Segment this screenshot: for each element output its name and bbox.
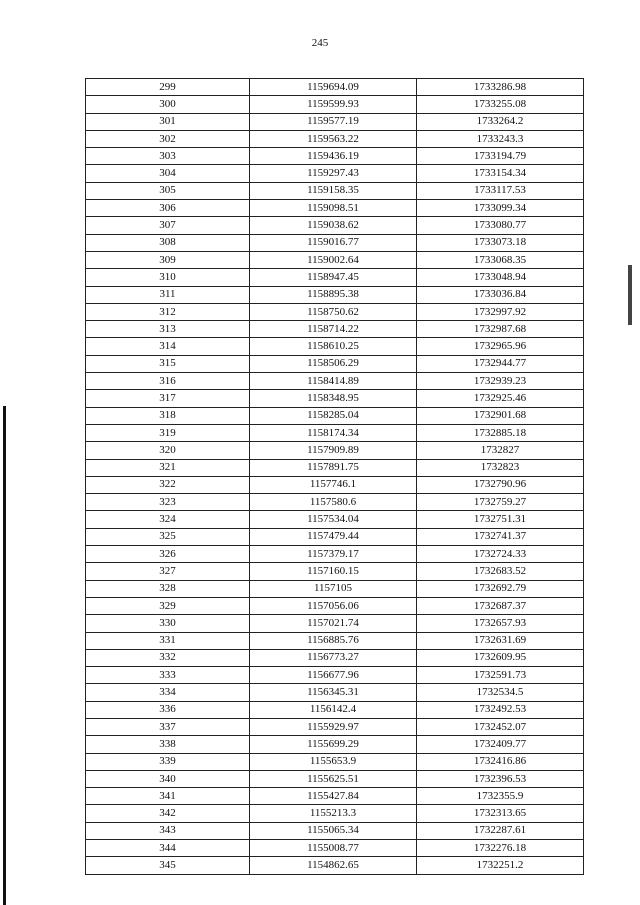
y-coordinate-cell: 1732355.9 [417, 788, 584, 805]
point-number-cell: 323 [86, 494, 250, 511]
point-number-cell: 320 [86, 442, 250, 459]
table-row [86, 390, 584, 407]
point-number-cell: 333 [86, 667, 250, 684]
y-coordinate-cell: 1733073.18 [417, 234, 584, 251]
binding-edge-mark [3, 406, 6, 905]
x-coordinate-cell: 1158414.89 [250, 373, 417, 390]
table-row [86, 148, 584, 165]
y-coordinate-cell: 1732609.95 [417, 649, 584, 666]
x-coordinate-cell: 1158947.45 [250, 269, 417, 286]
table-row [86, 805, 584, 822]
point-number-cell: 316 [86, 373, 250, 390]
point-number-cell: 336 [86, 701, 250, 718]
y-coordinate-cell: 1733264.2 [417, 113, 584, 130]
x-coordinate-cell: 1158348.95 [250, 390, 417, 407]
x-coordinate-cell: 1158506.29 [250, 355, 417, 372]
x-coordinate-cell: 1155065.34 [250, 822, 417, 839]
point-number-cell: 304 [86, 165, 250, 182]
table-row [86, 753, 584, 770]
x-coordinate-cell: 1158610.25 [250, 338, 417, 355]
table-row [86, 736, 584, 753]
y-coordinate-cell: 1732823 [417, 459, 584, 476]
x-coordinate-cell: 1159599.93 [250, 96, 417, 113]
point-number-cell: 345 [86, 857, 250, 874]
table-row [86, 321, 584, 338]
point-number-cell: 321 [86, 459, 250, 476]
y-coordinate-cell: 1733243.3 [417, 130, 584, 147]
point-number-cell: 319 [86, 424, 250, 441]
x-coordinate-cell: 1159002.64 [250, 251, 417, 268]
point-number-cell: 341 [86, 788, 250, 805]
table-row [86, 718, 584, 735]
table-row [86, 165, 584, 182]
table-row [86, 182, 584, 199]
point-number-cell: 328 [86, 580, 250, 597]
table-row [86, 649, 584, 666]
y-coordinate-cell: 1732987.68 [417, 321, 584, 338]
y-coordinate-cell: 1732534.5 [417, 684, 584, 701]
point-number-cell: 315 [86, 355, 250, 372]
point-number-cell: 305 [86, 182, 250, 199]
point-number-cell: 331 [86, 632, 250, 649]
x-coordinate-cell: 1157105 [250, 580, 417, 597]
y-coordinate-cell: 1733154.34 [417, 165, 584, 182]
x-coordinate-cell: 1156345.31 [250, 684, 417, 701]
x-coordinate-cell: 1159297.43 [250, 165, 417, 182]
x-coordinate-cell: 1159016.77 [250, 234, 417, 251]
point-number-cell: 339 [86, 753, 250, 770]
y-coordinate-cell: 1732276.18 [417, 840, 584, 857]
point-number-cell: 313 [86, 321, 250, 338]
point-number-cell: 299 [86, 79, 250, 96]
y-coordinate-cell: 1732251.2 [417, 857, 584, 874]
point-number-cell: 324 [86, 511, 250, 528]
y-coordinate-cell: 1732409.77 [417, 736, 584, 753]
y-coordinate-cell: 1732965.96 [417, 338, 584, 355]
table-row [86, 424, 584, 441]
point-number-cell: 318 [86, 407, 250, 424]
table-row [86, 563, 584, 580]
y-coordinate-cell: 1733099.34 [417, 200, 584, 217]
x-coordinate-cell: 1158174.34 [250, 424, 417, 441]
x-coordinate-cell: 1158714.22 [250, 321, 417, 338]
x-coordinate-cell: 1155008.77 [250, 840, 417, 857]
x-coordinate-cell: 1156885.76 [250, 632, 417, 649]
y-coordinate-cell: 1733194.79 [417, 148, 584, 165]
x-coordinate-cell: 1155213.3 [250, 805, 417, 822]
table-row [86, 632, 584, 649]
table-row [86, 546, 584, 563]
point-number-cell: 334 [86, 684, 250, 701]
point-number-cell: 327 [86, 563, 250, 580]
y-coordinate-cell: 1732313.65 [417, 805, 584, 822]
point-number-cell: 314 [86, 338, 250, 355]
y-coordinate-cell: 1732452.07 [417, 718, 584, 735]
table-row [86, 528, 584, 545]
x-coordinate-cell: 1155929.97 [250, 718, 417, 735]
x-coordinate-cell: 1157909.89 [250, 442, 417, 459]
point-number-cell: 337 [86, 718, 250, 735]
y-coordinate-cell: 1733255.08 [417, 96, 584, 113]
x-coordinate-cell: 1159436.19 [250, 148, 417, 165]
y-coordinate-cell: 1732741.37 [417, 528, 584, 545]
y-coordinate-cell: 1732944.77 [417, 355, 584, 372]
x-coordinate-cell: 1156677.96 [250, 667, 417, 684]
y-coordinate-cell: 1732724.33 [417, 546, 584, 563]
y-coordinate-cell: 1732759.27 [417, 494, 584, 511]
x-coordinate-cell: 1157379.17 [250, 546, 417, 563]
table-row [86, 459, 584, 476]
table-row [86, 286, 584, 303]
y-coordinate-cell: 1732790.96 [417, 476, 584, 493]
table-row [86, 79, 584, 96]
table-row [86, 770, 584, 787]
x-coordinate-cell: 1159563.22 [250, 130, 417, 147]
point-number-cell: 310 [86, 269, 250, 286]
x-coordinate-cell: 1159038.62 [250, 217, 417, 234]
point-number-cell: 326 [86, 546, 250, 563]
table-row [86, 217, 584, 234]
table-row [86, 251, 584, 268]
point-number-cell: 342 [86, 805, 250, 822]
x-coordinate-cell: 1157580.6 [250, 494, 417, 511]
y-coordinate-cell: 1732997.92 [417, 303, 584, 320]
scan-edge-mark [628, 265, 632, 325]
point-number-cell: 343 [86, 822, 250, 839]
point-number-cell: 308 [86, 234, 250, 251]
point-number-cell: 317 [86, 390, 250, 407]
x-coordinate-cell: 1157160.15 [250, 563, 417, 580]
y-coordinate-cell: 1732751.31 [417, 511, 584, 528]
table-row [86, 788, 584, 805]
x-coordinate-cell: 1157891.75 [250, 459, 417, 476]
table-row [86, 373, 584, 390]
table-row [86, 580, 584, 597]
table-row [86, 407, 584, 424]
y-coordinate-cell: 1732683.52 [417, 563, 584, 580]
coordinate-table [85, 78, 584, 875]
y-coordinate-cell: 1733048.94 [417, 269, 584, 286]
y-coordinate-cell: 1732827 [417, 442, 584, 459]
point-number-cell: 307 [86, 217, 250, 234]
x-coordinate-cell: 1155653.9 [250, 753, 417, 770]
x-coordinate-cell: 1157056.06 [250, 597, 417, 614]
x-coordinate-cell: 1156142.4 [250, 701, 417, 718]
x-coordinate-cell: 1155625.51 [250, 770, 417, 787]
x-coordinate-cell: 1158285.04 [250, 407, 417, 424]
point-number-cell: 330 [86, 615, 250, 632]
x-coordinate-cell: 1155427.84 [250, 788, 417, 805]
y-coordinate-cell: 1732885.18 [417, 424, 584, 441]
y-coordinate-cell: 1732657.93 [417, 615, 584, 632]
table-row [86, 684, 584, 701]
table-row [86, 96, 584, 113]
table-row [86, 234, 584, 251]
point-number-cell: 303 [86, 148, 250, 165]
y-coordinate-cell: 1732396.53 [417, 770, 584, 787]
x-coordinate-cell: 1158895.38 [250, 286, 417, 303]
x-coordinate-cell: 1157534.04 [250, 511, 417, 528]
table-row [86, 303, 584, 320]
table-row [86, 597, 584, 614]
y-coordinate-cell: 1732591.73 [417, 667, 584, 684]
y-coordinate-cell: 1732287.61 [417, 822, 584, 839]
table-row [86, 667, 584, 684]
table-row [86, 615, 584, 632]
table-row [86, 442, 584, 459]
table-row [86, 701, 584, 718]
point-number-cell: 309 [86, 251, 250, 268]
x-coordinate-cell: 1157746.1 [250, 476, 417, 493]
table-row [86, 269, 584, 286]
point-number-cell: 306 [86, 200, 250, 217]
table-row [86, 857, 584, 874]
x-coordinate-cell: 1158750.62 [250, 303, 417, 320]
x-coordinate-cell: 1154862.65 [250, 857, 417, 874]
x-coordinate-cell: 1159158.35 [250, 182, 417, 199]
y-coordinate-cell: 1733036.84 [417, 286, 584, 303]
point-number-cell: 312 [86, 303, 250, 320]
y-coordinate-cell: 1732687.37 [417, 597, 584, 614]
x-coordinate-cell: 1159694.09 [250, 79, 417, 96]
y-coordinate-cell: 1733080.77 [417, 217, 584, 234]
point-number-cell: 300 [86, 96, 250, 113]
point-number-cell: 344 [86, 840, 250, 857]
point-number-cell: 322 [86, 476, 250, 493]
y-coordinate-cell: 1733286.98 [417, 79, 584, 96]
y-coordinate-cell: 1732925.46 [417, 390, 584, 407]
point-number-cell: 329 [86, 597, 250, 614]
x-coordinate-cell: 1156773.27 [250, 649, 417, 666]
point-number-cell: 311 [86, 286, 250, 303]
table-body [86, 79, 584, 875]
point-number-cell: 302 [86, 130, 250, 147]
point-number-cell: 325 [86, 528, 250, 545]
y-coordinate-cell: 1733117.53 [417, 182, 584, 199]
y-coordinate-cell: 1732901.68 [417, 407, 584, 424]
point-number-cell: 338 [86, 736, 250, 753]
point-number-cell: 340 [86, 770, 250, 787]
point-number-cell: 332 [86, 649, 250, 666]
x-coordinate-cell: 1159577.19 [250, 113, 417, 130]
table-row [86, 511, 584, 528]
y-coordinate-cell: 1732692.79 [417, 580, 584, 597]
x-coordinate-cell: 1157479.44 [250, 528, 417, 545]
x-coordinate-cell: 1157021.74 [250, 615, 417, 632]
x-coordinate-cell: 1155699.29 [250, 736, 417, 753]
coordinate-table-container [85, 78, 583, 875]
table-row [86, 840, 584, 857]
y-coordinate-cell: 1732939.23 [417, 373, 584, 390]
y-coordinate-cell: 1732416.86 [417, 753, 584, 770]
x-coordinate-cell: 1159098.51 [250, 200, 417, 217]
table-row [86, 130, 584, 147]
table-row [86, 355, 584, 372]
point-number-cell: 301 [86, 113, 250, 130]
table-row [86, 338, 584, 355]
table-row [86, 476, 584, 493]
y-coordinate-cell: 1733068.35 [417, 251, 584, 268]
table-row [86, 113, 584, 130]
table-row [86, 494, 584, 511]
y-coordinate-cell: 1732492.53 [417, 701, 584, 718]
table-row [86, 822, 584, 839]
page-number: 245 [311, 37, 329, 49]
table-row [86, 200, 584, 217]
y-coordinate-cell: 1732631.69 [417, 632, 584, 649]
